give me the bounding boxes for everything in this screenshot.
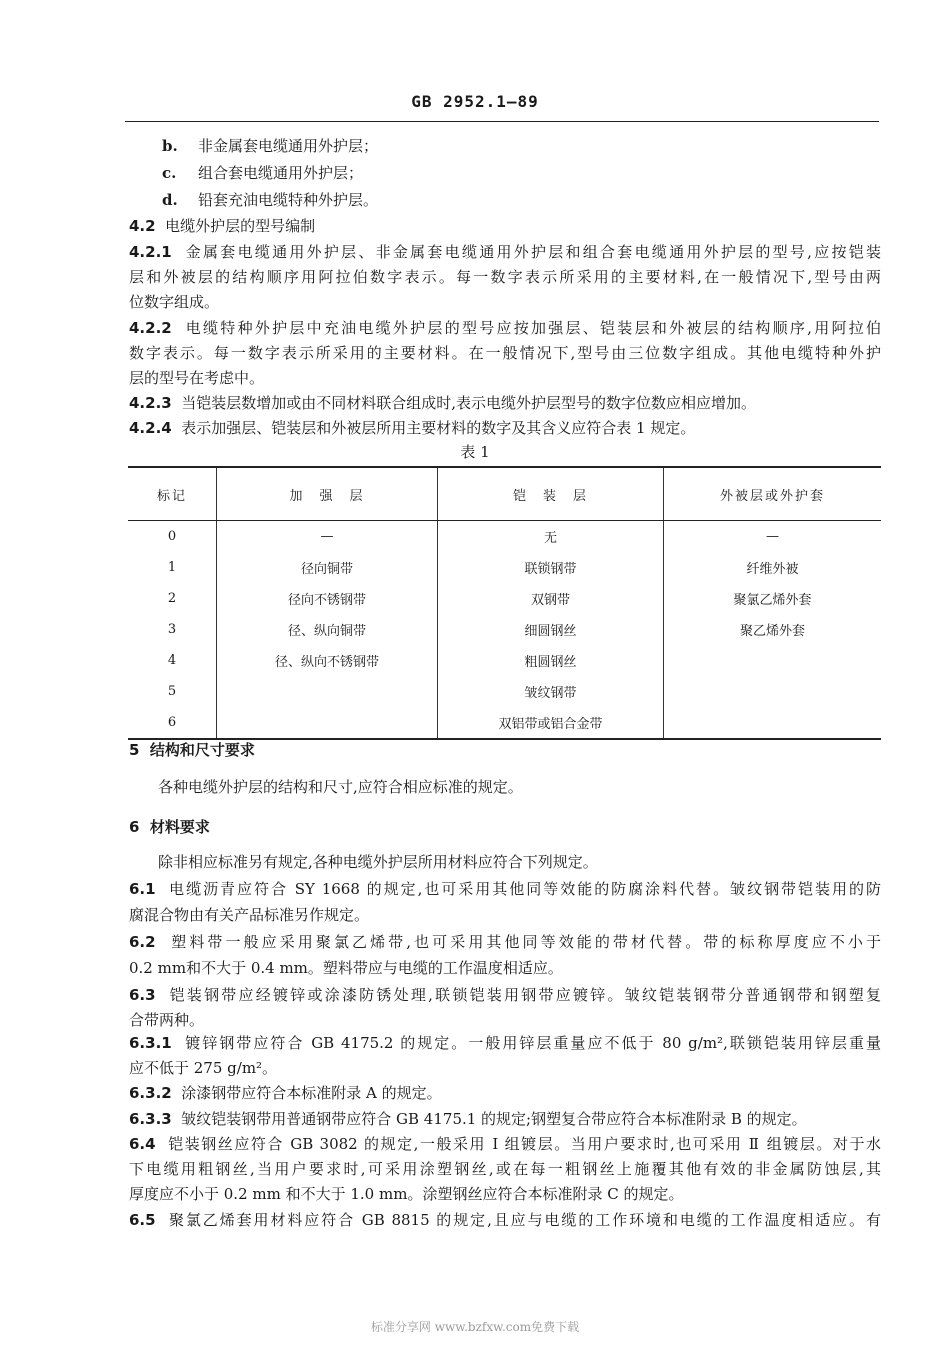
section-number: 6 xyxy=(129,818,140,836)
table-cell: 细圆钢丝 xyxy=(438,614,664,645)
table-cell xyxy=(664,645,882,676)
section-title: 材料要求 xyxy=(149,818,210,836)
section-number: 6.4 xyxy=(129,1135,156,1153)
section-number: 5 xyxy=(129,741,140,759)
list-item-label: c. xyxy=(162,164,177,182)
section-number: 4.2.3 xyxy=(129,394,172,412)
paragraph-text: 电缆特种外护层中充油电缆外护层的型号应按加强层、铠装层和外被层的结构顺序,用阿拉伯 xyxy=(185,319,881,337)
table-cell: 皱纹钢带 xyxy=(438,676,664,707)
paragraph-4-2-1-line: 位数字组成。 xyxy=(129,293,220,311)
section-number: 4.2 xyxy=(129,217,156,235)
table-cell: 径、纵向铜带 xyxy=(217,614,438,645)
paragraph-6-2-line: 0.2 mm和不大于 0.4 mm。塑料带应与电缆的工作温度相适应。 xyxy=(129,959,563,977)
section-number: 6.2 xyxy=(129,933,156,951)
paragraph-6-5-line xyxy=(129,1210,881,1230)
section-number: 4.2.2 xyxy=(129,319,172,337)
table-row xyxy=(128,521,881,553)
paragraph-4-2-1-line: 层和外被层的结构顺序用阿拉伯数字表示。每一数字表示所采用的主要材料,在一般情况下,型号由两 xyxy=(129,268,881,286)
paragraph-text: 铠装钢带应经镀锌或涂漆防锈处理,联锁铠装用钢带应镀锌。皱纹铠装钢带分普通钢带和钢塑复 xyxy=(169,986,881,1004)
table-cell: 6 xyxy=(128,707,217,739)
list-item xyxy=(162,163,880,183)
table-cell: 径向不锈钢带 xyxy=(217,583,438,614)
table-cell: 径、纵向不锈钢带 xyxy=(217,645,438,676)
table-row xyxy=(128,707,881,739)
paragraph-6-3-2 xyxy=(129,1083,881,1103)
list-item-label: d. xyxy=(162,191,178,209)
paragraph-text: 电缆沥青应符合 SY 1668 的规定,也可采用其他同等效能的防腐涂料代替。皱纹钢带铠装用的防 xyxy=(169,880,881,898)
table-row xyxy=(128,552,881,583)
table-row xyxy=(128,583,881,614)
table-cell xyxy=(664,707,882,739)
table-cell: 径向铜带 xyxy=(217,552,438,583)
table-cell: 联锁钢带 xyxy=(438,552,664,583)
list-item-text: 非金属套电缆通用外护层； xyxy=(198,137,379,155)
table-cell: — xyxy=(217,521,438,553)
table-cell: 1 xyxy=(167,560,177,575)
table-cell: 粗圆钢丝 xyxy=(438,645,664,676)
section-5-text: 各种电缆外护层的结构和尺寸,应符合相应标准的规定。 xyxy=(158,778,523,796)
paragraph-6-3-1-line: 应不低于 275 g/m²。 xyxy=(129,1059,278,1077)
section-number: 6.5 xyxy=(129,1211,156,1229)
section-4-2-heading xyxy=(129,216,881,236)
paragraph-6-1-line: 腐混合物由有关产品标准另作规定。 xyxy=(129,906,370,924)
column-header: 外被层或外护套 xyxy=(664,467,882,521)
section-6-heading xyxy=(129,817,881,837)
section-title: 电缆外护层的型号编制 xyxy=(165,217,316,235)
paragraph-text: 金属套电缆通用外护层、非金属套电缆通用外护层和组合套电缆通用外护层的型号,应按铠装 xyxy=(185,243,881,261)
table-header-row xyxy=(128,467,881,521)
list-item-label: b. xyxy=(162,137,178,155)
paragraph-4-2-2-line: 层的型号在考虑中。 xyxy=(129,369,265,387)
column-header: 标记 xyxy=(128,467,217,521)
paragraph-6-4-line: 厚度应不小于 0.2 mm 和不大于 1.0 mm。涂塑钢丝应符合本标准附录 C 的规定。 xyxy=(129,1185,684,1203)
paragraph-text: 涂漆钢带应符合本标准附录 A 的规定。 xyxy=(181,1084,442,1102)
section-number: 4.2.1 xyxy=(129,243,172,261)
paragraph-6-1-line xyxy=(129,879,881,899)
paragraph-text: 镀锌钢带应符合 GB 4175.2 的规定。一般用锌层重量应不低于 80 g/m²,联锁铠装用锌层重量 xyxy=(185,1034,881,1052)
table-title: 表 1 xyxy=(460,443,490,461)
table-1 xyxy=(128,466,881,740)
paragraph-6-3-1-line xyxy=(129,1033,881,1053)
section-number: 6.3.2 xyxy=(129,1084,172,1102)
table-cell: 2 xyxy=(167,591,177,606)
table-cell: 5 xyxy=(167,684,177,699)
table-cell xyxy=(217,707,438,739)
paragraph-4-2-3 xyxy=(129,393,881,413)
document-code-header: GB 2952.1—89 xyxy=(411,92,539,111)
paragraph-6-3-line xyxy=(129,985,881,1005)
section-5-heading xyxy=(129,740,881,760)
table-cell: 聚氯乙烯外套 xyxy=(664,583,882,614)
list-item-text: 组合套电缆通用外护层； xyxy=(198,164,364,182)
paragraph-text: 当铠装层数增加或由不同材料联合组成时,表示电缆外护层型号的数字位数应相应增加。 xyxy=(181,394,757,412)
paragraph-4-2-2-line xyxy=(129,318,881,338)
column-header: 加 强 层 xyxy=(217,467,438,521)
paragraph-text: 表示加强层、铠装层和外被层所用主要材料的数字及其含义应符合表 1 规定。 xyxy=(181,419,696,437)
table-cell: 4 xyxy=(167,653,177,668)
paragraph-6-3-line: 合带两种。 xyxy=(129,1011,205,1029)
paragraph-6-4-line: 下电缆用粗钢丝,当用户要求时,可采用涂塑钢丝,或在每一粗钢丝上施覆其他有效的非金属防蚀层,其 xyxy=(129,1160,881,1178)
table-row xyxy=(128,614,881,645)
paragraph-text: 聚氯乙烯套用材料应符合 GB 8815 的规定,且应与电缆的工作环境和电缆的工作温度相适应。有 xyxy=(168,1211,881,1229)
paragraph-text: 铠装钢丝应符合 GB 3082 的规定,一般采用 I 组镀层。当用户要求时,也可采用 Ⅱ 组镀层。对于水 xyxy=(168,1135,881,1153)
paragraph-6-3-3 xyxy=(129,1109,881,1129)
section-title: 结构和尺寸要求 xyxy=(149,741,255,759)
footer-watermark: 标准分享网 www.bzfxw.com免费下载 xyxy=(370,1320,580,1334)
header-rule xyxy=(125,121,879,122)
paragraph-text: 塑料带一般应采用聚氯乙烯带,也可采用其他同等效能的带材代替。带的标称厚度应不小于 xyxy=(171,933,881,951)
list-item xyxy=(162,190,880,210)
paragraph-text: 皱纹铠装钢带用普通钢带应符合 GB 4175.1 的规定;钢塑复合带应符合本标准附录 B 的规定。 xyxy=(181,1110,807,1128)
paragraph-4-2-4 xyxy=(129,418,881,438)
table-cell xyxy=(664,676,882,707)
section-number: 6.3.3 xyxy=(129,1110,172,1128)
table-cell: 双钢带 xyxy=(438,583,664,614)
column-header: 铠 装 层 xyxy=(438,467,664,521)
section-number: 4.2.4 xyxy=(129,419,172,437)
paragraph-6-4-line xyxy=(129,1134,881,1154)
list-item xyxy=(162,136,880,156)
paragraph-4-2-1-line xyxy=(129,242,881,262)
table-cell: 3 xyxy=(167,622,177,637)
table-cell: 聚乙烯外套 xyxy=(664,614,882,645)
section-number: 6.3.1 xyxy=(129,1034,172,1052)
list-item-text: 铅套充油电缆特种外护层。 xyxy=(198,191,379,209)
table-cell xyxy=(217,676,438,707)
table-row xyxy=(128,645,881,676)
table-cell: 0 xyxy=(167,529,177,544)
section-number: 6.3 xyxy=(129,986,156,1004)
paragraph-6-2-line xyxy=(129,932,881,952)
table-cell: — xyxy=(664,521,882,553)
table-cell: 双铝带或铝合金带 xyxy=(438,707,664,739)
table-row xyxy=(128,676,881,707)
table-cell: 无 xyxy=(438,521,664,553)
paragraph-4-2-2-line: 数字表示。每一数字表示所采用的主要材料。在一般情况下,型号由三位数字组成。其他电缆特种外护 xyxy=(129,344,881,362)
table-cell: 纤维外被 xyxy=(664,552,882,583)
section-number: 6.1 xyxy=(129,880,156,898)
section-6-intro: 除非相应标准另有规定,各种电缆外护层所用材料应符合下列规定。 xyxy=(158,853,598,871)
